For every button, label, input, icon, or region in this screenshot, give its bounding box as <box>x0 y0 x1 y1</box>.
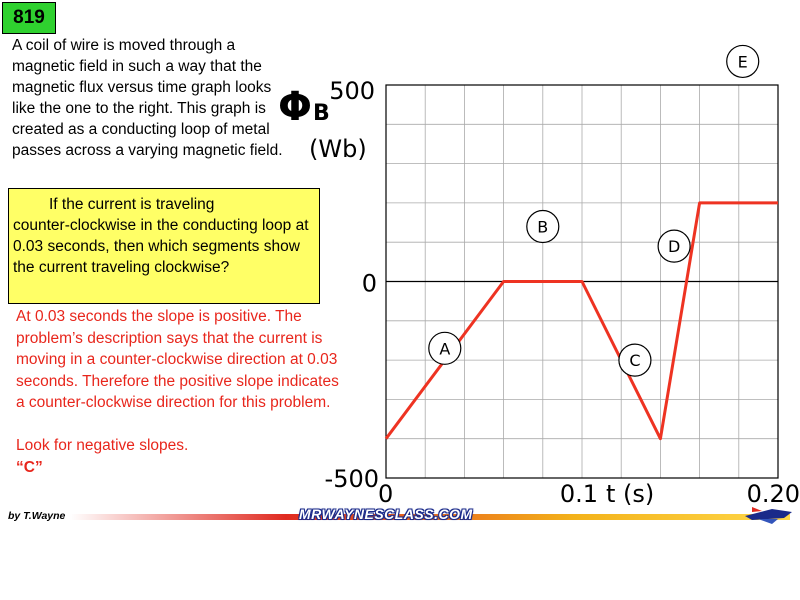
segment-label-e <box>727 45 759 77</box>
x-tick-label: 0 <box>378 480 394 508</box>
segment-label-d <box>658 230 690 262</box>
y-axis-subscript: B <box>313 101 330 126</box>
segment-label-c <box>619 344 651 376</box>
site-logo-text: MRWAYNESCLASS.COM <box>299 506 473 522</box>
segment-labels <box>429 45 759 376</box>
y-tick-label: 500 <box>329 77 375 105</box>
problem-number-badge: 819 <box>2 2 56 34</box>
problem-text: A coil of wire is moved through a magnetic field in such a way that the magnetic flux versus time graph looks like the one to the right. This graph is created as a conducting loop of metal passes across a varying magnetic field. <box>12 37 283 159</box>
x-tick-label: 0.20 <box>746 480 800 508</box>
svg-text:D: D <box>667 237 681 257</box>
y-axis-unit: (Wb) <box>309 135 367 163</box>
svg-text:A: A <box>439 339 451 359</box>
svg-text:E: E <box>737 52 748 72</box>
x-tick-label: 0.1 <box>559 480 598 508</box>
x-axis-label: t (s) <box>606 480 655 508</box>
svg-text:B: B <box>537 217 549 237</box>
tick-labels <box>325 77 800 508</box>
author-credit: by T.Wayne <box>8 510 66 522</box>
answer-final: “C” <box>16 458 43 476</box>
y-axis-symbol: Φ <box>278 84 313 130</box>
svg-text:C: C <box>629 351 641 371</box>
y-tick-label: 0 <box>361 269 377 298</box>
segment-label-a <box>429 332 461 364</box>
answer-hint: Look for negative slopes. <box>16 437 189 454</box>
question-line-rest: counter-clockwise in the conducting loop at 0.03 seconds, then which segments show the current traveling clockwise? <box>13 217 309 276</box>
y-tick-label: -500 <box>324 465 379 493</box>
answer-explanation: At 0.03 seconds the slope is positive. The problem’s description says that the current is moving in a counter-clockwise direction at 0.03 seconds. Therefore the positive slope indicates a counter-clockwise direction for this problem. <box>16 308 339 411</box>
question-line-1: If the current is traveling <box>49 196 215 213</box>
jet-icon <box>745 507 792 524</box>
segment-label-b <box>527 210 559 242</box>
